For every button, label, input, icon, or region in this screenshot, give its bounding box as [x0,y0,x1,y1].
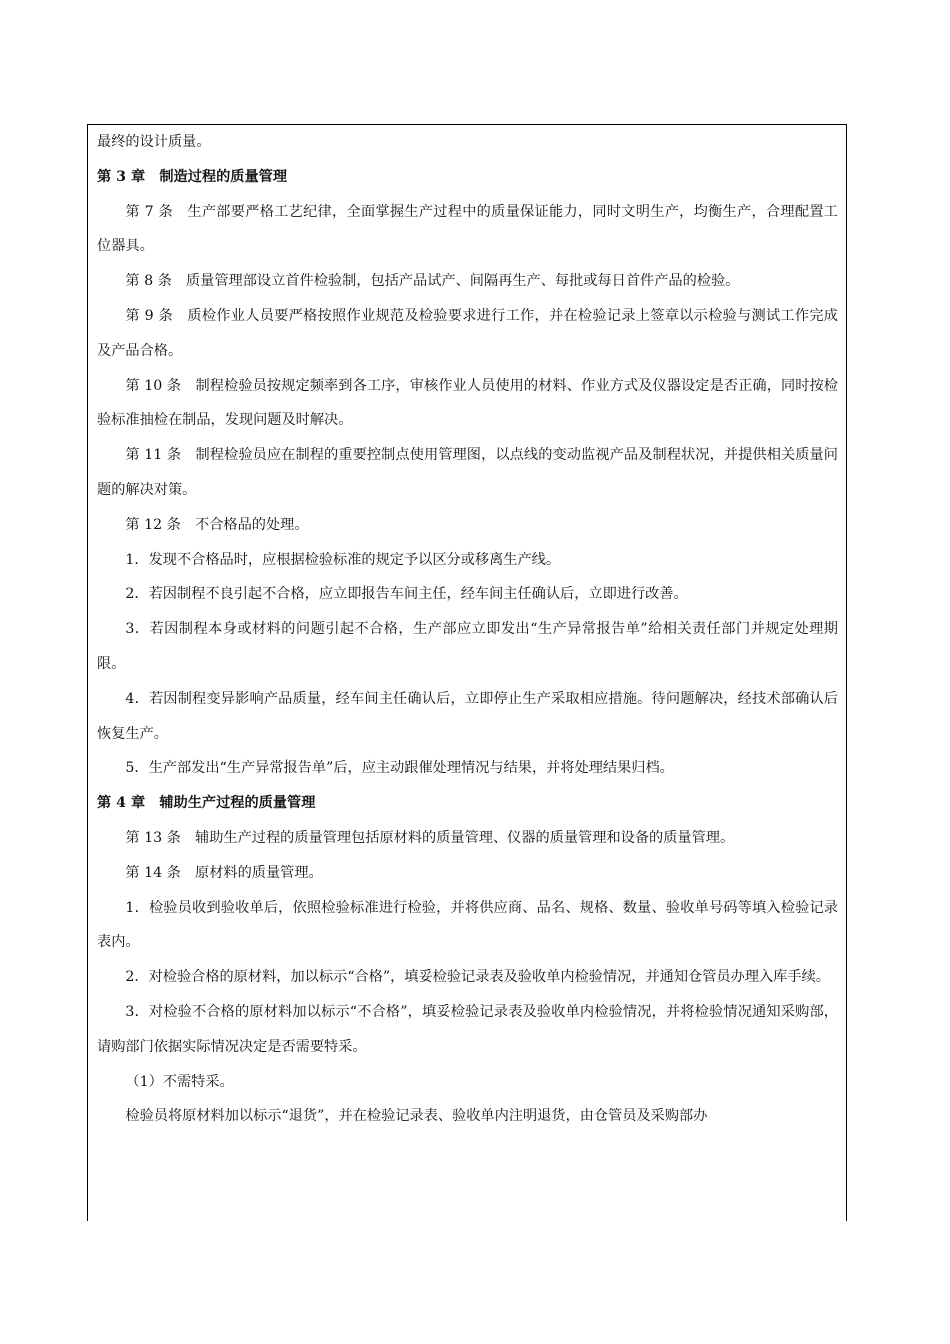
paragraph: 第 13 条 辅助生产过程的质量管理包括原材料的质量管理、仪器的质量管理和设备的质量管理。 [125,829,735,846]
paragraph: 第 12 条 不合格品的处理。 [125,516,309,533]
paragraph: 第 10 条 制程检验员按规定频率到各工序，审核作业人员使用的材料、作业方式及仪器设定是否正确，同时按检验标准抽检在制品，发现问题及时解决。 [97,377,838,429]
paragraph: 5．生产部发出“生产异常报告单”后，应主动跟催处理情况与结果，并将处理结果归档。 [125,760,674,777]
paragraph: 最终的设计质量。 [97,134,211,150]
paragraph: 第 7 条 生产部要严格工艺纪律，全面掌握生产过程中的质量保证能力，同时文明生产，均衡生产，合理配置工位器具。 [97,203,838,255]
chapter-heading: 第 3 章 制造过程的质量管理 [97,168,288,185]
paragraph: （1）不需特采。 [125,1073,234,1090]
paragraph: 第 8 条 质量管理部设立首件检验制，包括产品试产、间隔再生产、每批或每日首件产品的检验。 [125,273,740,290]
paragraph: 1．发现不合格品时，应根据检验标准的规定予以区分或移离生产线。 [125,551,561,568]
paragraph: 3．对检验不合格的原材料加以标示“不合格”，填妥检验记录表及验收单内检验情况，并将检验情况通知采购部，请购部门依据实际情况决定是否需要特采。 [97,1003,838,1055]
paragraph: 第 11 条 制程检验员应在制程的重要控制点使用管理图，以点线的变动监视产品及制程状况，并提供相关质量问题的解决对策。 [97,447,838,498]
paragraph: 第 14 条 原材料的质量管理。 [125,864,323,881]
document-frame [87,124,847,1221]
chapter-heading: 第 4 章 辅助生产过程的质量管理 [97,795,316,812]
paragraph: 2．若因制程不良引起不合格，应立即报告车间主任，经车间主任确认后，立即进行改善。 [125,586,688,603]
paragraph: 3．若因制程本身或材料的问题引起不合格，生产部应立即发出“生产异常报告单”给相关责任部门并规定处理期限。 [97,621,838,672]
paragraph: 2．对检验合格的原材料，加以标示“合格”，填妥检验记录表及验收单内检验情况，并通知仓管员办理入库手续。 [125,969,830,986]
paragraph: 4．若因制程变异影响产品质量，经车间主任确认后，立即停止生产采取相应措施。待问题解决，经技术部确认后恢复生产。 [97,690,838,742]
paragraph: 检验员将原材料加以标示“退货”，并在检验记录表、验收单内注明退货，由仓管员及采购部办 [125,1108,708,1125]
document-body [97,125,838,1134]
paragraph: 第 9 条 质检作业人员要严格按照作业规范及检验要求进行工作，并在检验记录上签章以示检验与测试工作完成及产品合格。 [97,307,838,359]
paragraph: 1．检验员收到验收单后，依照检验标准进行检验，并将供应商、品名、规格、数量、验收单号码等填入检验记录表内。 [97,899,838,951]
